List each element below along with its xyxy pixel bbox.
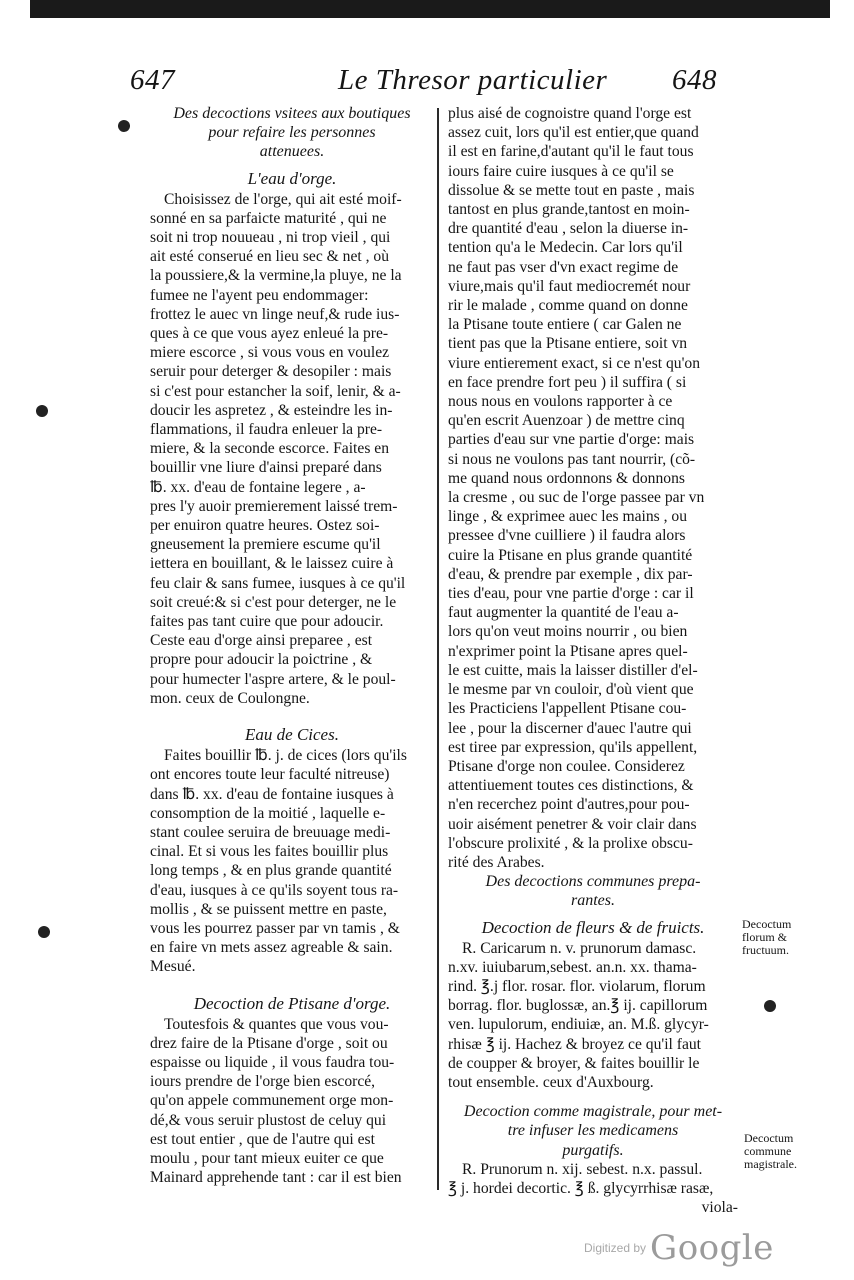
text-line: per enuiron quatre heures. Ostez soi- [150, 517, 380, 535]
text-line: iours prendre de l'orge bien escorcé, [150, 1073, 376, 1091]
text-line: n'exprimer point la Ptisane apres quel- [448, 642, 688, 660]
text-line: uoir aisément penetrer & voir clair dans [448, 815, 697, 833]
text-line: propre pour adoucir la poictrine , & [150, 651, 373, 669]
margin-note-fruit-decoction: Decoctum florum & fructuum. [742, 917, 792, 957]
text-line: seruir pour deterger & desopiler : mais [150, 363, 392, 381]
text-line: Ptisane d'orge non coulee. Considerez [448, 757, 685, 775]
text-line: les Practiciens l'appellent Ptisane cou- [448, 700, 687, 718]
text-line: en faire vn mets assez agreable & sain. [150, 939, 393, 957]
text-line: ties d'eau, pour vne partie d'orge : car il [448, 585, 694, 603]
section-heading-line: Decoction de fleurs & de fruicts. [481, 917, 705, 937]
ink-blot [764, 1000, 776, 1012]
text-line: feu clair & sans fumee, iusques à ce qu'il [150, 574, 406, 592]
text-line: n.xv. iuiubarum,sebest. an.n. xx. thama- [448, 958, 697, 976]
digitized-watermark [584, 1228, 774, 1268]
text-line: mollis , & se puissent mettre en paste, [150, 900, 387, 918]
text-line: d'eau, iusques à ce qu'ils soyent tous ra- [150, 881, 399, 899]
text-line: il est en farine,d'autant qu'il le faut tous [448, 143, 694, 161]
section-heading-line: pour refaire les personnes [208, 124, 376, 142]
margin-note-magistral-decoction: Decoctum commune magistrale. [744, 1131, 797, 1171]
text-line: Choisissez de l'orge, qui ait esté moif- [164, 190, 402, 208]
ink-blot [38, 926, 50, 938]
text-line: Faites bouillir ℔. j. de cices (lors qu'ils [164, 747, 407, 765]
text-line: d'eau, & prendre par exemple , dix par- [448, 565, 693, 583]
text-line: fumee ne l'ayent peu endommager: [150, 286, 369, 304]
text-line: l'obscure prolixité , & la prolixe obscu- [448, 834, 693, 852]
text-line: miere escorce , si vous vous en voulez [150, 344, 390, 362]
text-line: flammations, il faudra enleuer la pre- [150, 421, 383, 439]
text-line: espaisse ou liquide , il vous faudra tou- [150, 1053, 395, 1071]
section-heading-line: attenuees. [259, 143, 325, 161]
text-line: bouillir vne liure d'ainsi preparé dans [150, 459, 382, 477]
text-line: la poussiere,& la vermine,la pluye, ne la [150, 267, 402, 285]
section-heading-line: Decoction de Ptisane d'orge. [193, 993, 391, 1013]
text-line: Ceste eau d'orge ainsi preparee , est [150, 632, 373, 650]
text-line: ven. lupulorum, endiuiæ, an. M.ß. glycyr- [448, 1016, 709, 1034]
text-line: Toutesfois & quantes que vous vou- [164, 1015, 389, 1033]
text-line: frottez le auec vn linge neuf,& rude ius- [150, 305, 400, 323]
text-line: n'en recerchez point d'autres,pour pou- [448, 796, 690, 814]
text-line: cuire la Ptisane en plus grande quantité [448, 546, 693, 564]
text-line [448, 1092, 738, 1102]
text-line: miere, & la seconde escorce. Faites en [150, 440, 390, 458]
text-line: pres l'y auoir premierement laissé trem- [150, 497, 398, 515]
text-line: en face prendre fort peu ) il suffira ( si [448, 373, 687, 391]
text-line: moulu , pour tant mieux euiter ce que [150, 1149, 384, 1167]
text-line: stant coulee seruira de breuuage medi- [150, 823, 391, 841]
page-top-edge [30, 0, 830, 18]
text-line: nous nous en voulons rapporter à ce [448, 393, 673, 411]
text-line: rind. ℥.j flor. rosar. flor. violarum, florum [448, 977, 706, 995]
text-line: plus aisé de cognoistre quand l'orge est [448, 105, 692, 122]
text-line: ℔. xx. d'eau de fontaine legere , a- [150, 478, 366, 496]
section-heading-line: L'eau d'orge. [247, 168, 337, 188]
text-line: rir le malade , comme quand on donne [448, 297, 688, 315]
page-number-right: 648 [672, 64, 717, 96]
text-line: ℥ j. hordei decortic. ℥ ß. glycyrrhisæ rasæ, [448, 1179, 714, 1197]
text-line: viola- [701, 1199, 738, 1217]
text-line: dé,& vous seruir plustost de celuy qui [150, 1111, 387, 1129]
text-line: rhisæ ℥ ij. Hachez & broyez ce qu'il faut [448, 1035, 702, 1053]
text-line: assez cuit, lors qu'il est entier,que quand [448, 124, 699, 142]
text-line: tantost en plus grande,tantost en moin- [448, 201, 690, 219]
text-line: iours faire cuire iusques à ce qu'il se [448, 162, 674, 180]
text-line: consomption de la moitié , laquelle e- [150, 804, 386, 822]
text-line: viure,mais qu'il faut mediocremét nour [448, 277, 691, 295]
text-line: Mainard apprehende tant : car il est bien [150, 1169, 402, 1187]
text-line [150, 708, 434, 718]
text-line: ait esté conserué en lieu sec & net , où [150, 248, 390, 266]
text-line: long temps , & en plus grande quantité [150, 862, 392, 880]
text-line: pressee d'vne cuilliere ) il faudra alors [448, 527, 686, 545]
text-line [150, 977, 434, 987]
text-line: qu'on appele communement orge mon- [150, 1092, 394, 1110]
section-heading-line: tre infuser les medicamens [507, 1122, 679, 1140]
text-line: drez faire de la Ptisane d'orge , soit ou [150, 1034, 388, 1052]
text-line: si c'est pour estancher la soif, lenir, & a- [150, 382, 401, 400]
text-line: linge , & exprimee auec les mains , ou [448, 508, 688, 526]
text-line: si nous ne voulons pas tant nourrir, (cõ- [448, 450, 696, 468]
running-title: Le Thresor particulier [338, 64, 608, 96]
text-line: vous les pourrez passer par vn tamis , & [150, 919, 400, 937]
ink-blot [36, 405, 48, 417]
text-line: soit creué:& si c'est pour deterger, ne le [150, 593, 397, 611]
page-number-left: 647 [130, 64, 175, 96]
left-text-column [150, 104, 434, 1187]
text-line: la cresme , ou suc de l'orge passee par vn [448, 489, 705, 507]
text-line: est tiree par expression, qu'ils appellent, [448, 738, 698, 756]
text-line: attentiuement toutes ces distinctions, & [448, 777, 694, 795]
text-line: iettera en bouillant, & le laissez cuire à [150, 555, 394, 573]
section-heading-line: Des decoctions communes prepa- [485, 873, 701, 891]
google-logo: Google [650, 1228, 774, 1268]
text-line: qu'en escrit Auenzoar ) de mettre cinq [448, 412, 685, 430]
text-line: Mesué. [150, 958, 196, 976]
text-line: parties d'eau sur vne partie d'orge: mais [448, 431, 695, 449]
text-line: le mesme par vn couloir, d'où vient que [448, 681, 694, 699]
digitized-by-text: Digitized by [584, 1241, 647, 1255]
text-line: gneusement la premiere escume qu'il [150, 536, 381, 554]
right-text-column [448, 104, 738, 1217]
section-heading-line: rantes. [571, 892, 615, 910]
text-line: lors qu'on veut moins nourrir , ou bien [448, 623, 688, 641]
text-line: lee , pour la discerner d'auec l'autre qui [448, 719, 692, 737]
text-line: de coupper & broyer, & faites bouillir le [448, 1054, 700, 1072]
text-line: faut augmenter la quantité de l'eau a- [448, 604, 679, 622]
text-line: tient pas que la Ptisane entiere, soit vn [448, 335, 688, 353]
text-line: pour humecter l'aspre artere, & le poul- [150, 670, 396, 688]
text-line: faites pas tant cuire que pour adoucir. [150, 613, 384, 631]
text-line: me quand nous ordonnons & donnons [448, 469, 685, 487]
section-heading-line: Des decoctions vsitees aux boutiques [173, 105, 411, 122]
text-line: rité des Arabes. [448, 853, 545, 871]
text-line: tention qu'a le Medecin. Car lors qu'il [448, 239, 683, 257]
text-line: est tout entier , que de l'autre qui est [150, 1130, 375, 1148]
text-line: le est cuitte, mais la laisser distiller d'el- [448, 661, 698, 679]
section-heading-line: purgatifs. [562, 1141, 624, 1159]
text-line: doucir les aspretez , & esteindre les in- [150, 401, 393, 419]
text-line: ont encores toute leur faculté nitreuse) [150, 766, 390, 784]
text-line: dre quantité d'eau , selon la diuerse in- [448, 220, 689, 238]
ink-blot [118, 120, 130, 132]
section-heading-line: Eau de Cices. [245, 725, 339, 745]
section-heading-line: Decoction comme magistrale, pour met- [463, 1103, 723, 1121]
text-line: ques à ce que vous ayez enleué la pre- [150, 325, 389, 343]
text-line: sonné en sa parfaicte maturité , qui ne [150, 209, 387, 227]
text-line: tout ensemble. ceux d'Auxbourg. [448, 1073, 654, 1091]
text-line: dans ℔. xx. d'eau de fontaine iusques à [150, 785, 394, 803]
text-line: viure entierement exact, si ce n'est qu'on [448, 354, 700, 372]
text-line: cinal. Et si vous les faites bouillir plus [150, 843, 389, 861]
text-line: dissolue & se mette tout en paste , mais [448, 181, 695, 199]
text-line: la Ptisane toute entiere ( car Galen ne [448, 316, 682, 334]
column-divider [437, 108, 439, 1190]
text-line: soit ni trop nouueau , ni trop vieil , qui [150, 229, 391, 247]
text-line: mon. ceux de Coulongne. [150, 689, 310, 707]
text-line: R. Prunorum n. xij. sebest. n.x. passul. [462, 1160, 703, 1178]
text-line: ne faut pas vser d'vn exact regime de [448, 258, 679, 276]
text-line: borrag. flor. buglossæ, an.℥ ij. capillorum [448, 997, 708, 1015]
text-line: R. Caricarum n. v. prunorum damasc. [462, 939, 697, 957]
